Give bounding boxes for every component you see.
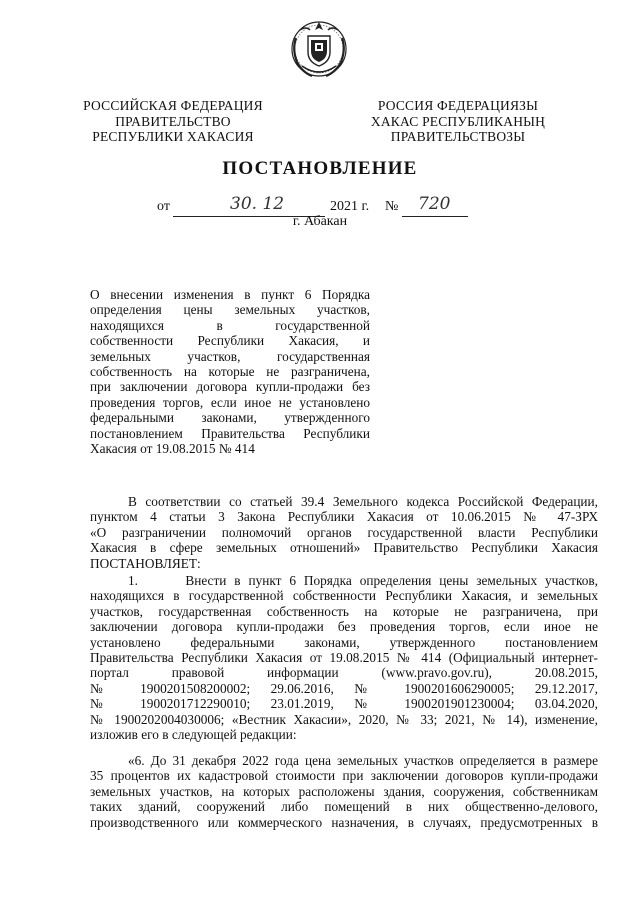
header-right-line: ХАКАС РЕСПУБЛИКАНЫҢ <box>370 113 546 129</box>
paragraph-line: производственного или коммерческого назначения, в случаях, предусмотренных в <box>90 814 598 830</box>
paragraph-line: изложив его в следующей редакции: <box>90 727 297 743</box>
header-right-line: ПРАВИТЕЛЬСТВОЗЫ <box>390 129 526 144</box>
header-khakas <box>358 98 558 145</box>
document-title: ПОСТАНОВЛЕНИЕ <box>222 158 418 179</box>
subject-line: постановлением Правительства Республики <box>90 425 370 441</box>
paragraph-line: участков, государственная собственность на которые не разграничена, при <box>90 603 598 619</box>
paragraph-line: № 1900201712290010; 23.01.2019, № 1900201901230004; 03.04.2020, <box>90 696 598 712</box>
date-prefix: от <box>157 199 170 214</box>
subject-line: находящихся в государственной <box>90 317 370 333</box>
subject-line: при заключении договора купли-продажи без <box>90 379 370 395</box>
paragraph-line: находящихся в государственной собственности Республики Хакасия, и земельных <box>90 588 598 604</box>
paragraph-line: заключении договора купли-продажи без проведения торгов, если иное не <box>90 619 598 635</box>
header-left-line: ПРАВИТЕЛЬСТВО <box>115 113 231 129</box>
paragraph-line: В соответствии со статьей 39.4 Земельного кодекса Российской Федерации, <box>128 494 598 509</box>
paragraph-line: Правительства Республики Хакасия от 19.08.2015 № 414 (Официальный интернет- <box>90 650 598 666</box>
paragraph-line: № 1900202004030006; «Вестник Хакасии», 2020, № 33; 2021, № 14), изменение, <box>90 711 598 727</box>
subject-line: определения цены земельных участков, <box>90 302 370 318</box>
clause-1-paragraph <box>90 573 598 742</box>
year: 2021 г. <box>330 199 370 214</box>
paragraph-line: портал правовой информации (www.pravo.gov.ru), 20.08.2015, <box>90 665 598 681</box>
paragraph-line: ПОСТАНОВЛЯЕТ: <box>90 555 201 571</box>
paragraph-line: таких зданий, сооружений либо помещений в них общественно-делового, <box>90 799 598 815</box>
preamble-paragraph <box>90 494 598 571</box>
subject-line: собственности Республики Хакасия, и <box>90 333 370 349</box>
handwritten-date: 30. 12 <box>230 194 285 214</box>
paragraph-line: «О разграничении полномочий органов государственной власти Республики <box>90 524 598 540</box>
clause-6-text <box>90 753 598 830</box>
header-russian <box>78 98 268 145</box>
paragraph-line: установлено федеральными законами, утвержденного постановлением <box>90 634 598 650</box>
subject-line: федеральными законами, утвержденного <box>90 410 370 426</box>
paragraph-line: 35 процентов их кадастровой стоимости при заключении договоров купли-продажи <box>90 768 598 784</box>
subject-line: проведения торгов, если иное не установлено <box>90 394 370 410</box>
city: г. Абакан <box>292 214 348 229</box>
paragraph-line: № 1900201508200002; 29.06.2016, № 1900201606290005; 29.12.2017, <box>90 680 598 696</box>
header-right-line: РОССИЯ ФЕДЕРАЦИЯЗЫ <box>377 98 539 113</box>
subject-line: земельных участков, государственная <box>90 348 370 364</box>
handwritten-number: 720 <box>418 194 451 214</box>
paragraph-line: земельных участков, на которых расположены здания, сооружения, собственникам <box>90 783 598 799</box>
header-left-line: РЕСПУБЛИКИ ХАКАСИЯ <box>92 129 254 144</box>
paragraph-line: «6. До 31 декабря 2022 года цена земельных участков определяется в размере <box>128 753 598 768</box>
paragraph-line: пунктом 4 статьи 3 Закона Республики Хакасия от 10.06.2015 № 47-ЗРХ <box>90 509 598 525</box>
paragraph-line: 1. Внести в пункт 6 Порядка определения цены земельных участков, <box>128 573 598 588</box>
number-prefix: № <box>385 199 399 214</box>
subject-line: собственность на которые не разграничена, <box>90 364 370 380</box>
subject-line: Хакасия от 19.08.2015 № 414 <box>90 441 255 457</box>
header-left-line: РОССИЙСКАЯ ФЕДЕРАЦИЯ <box>83 98 263 113</box>
subject-line: О внесении изменения в пункт 6 Порядка <box>90 287 370 302</box>
subject-block <box>90 287 370 456</box>
paragraph-line: Хакасия в сфере земельных отношений» Правительство Республики Хакасия <box>90 540 598 556</box>
coat-of-arms-icon <box>288 16 350 82</box>
